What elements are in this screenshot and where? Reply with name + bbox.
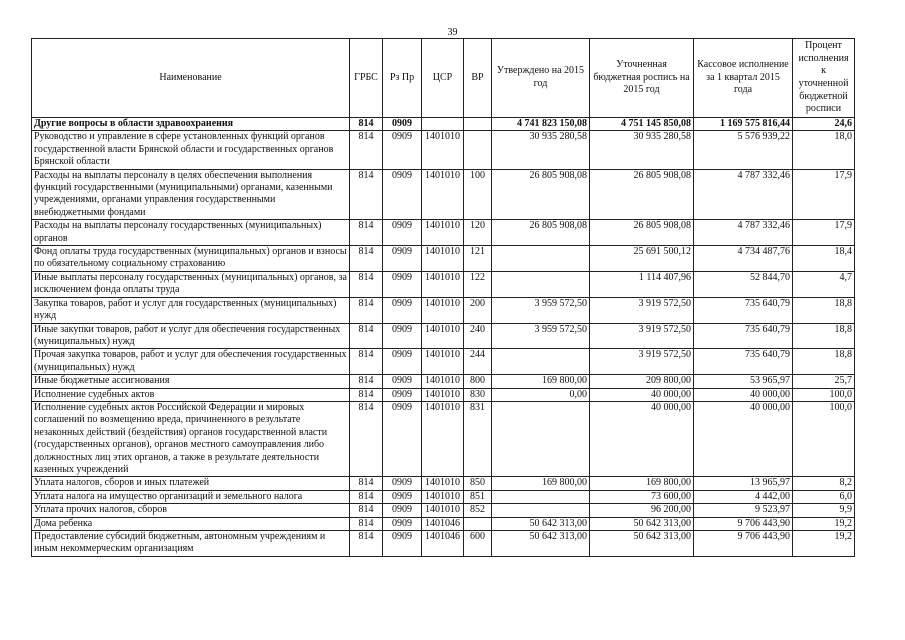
cell-percent: 18,8: [793, 349, 855, 375]
cell-percent: 18,4: [793, 246, 855, 272]
cell-revised: 26 805 908,08: [590, 220, 694, 246]
cell-vr: 100: [464, 169, 492, 220]
cell-percent: 100,0: [793, 388, 855, 401]
cell-revised: 40 000,00: [590, 401, 694, 476]
cell-rzpr: 0909: [383, 169, 422, 220]
cell-rzpr: 0909: [383, 504, 422, 517]
cell-revised: 3 919 572,50: [590, 297, 694, 323]
cell-cash: 53 965,97: [694, 375, 793, 388]
cell-cash: 13 965,97: [694, 477, 793, 490]
table-row: [32, 490, 855, 503]
cell-approved: 30 935 280,58: [492, 131, 590, 169]
cell-grbs: 814: [350, 401, 383, 476]
header-csr: ЦСР: [422, 39, 464, 118]
cell-revised: 3 919 572,50: [590, 349, 694, 375]
cell-grbs: 814: [350, 349, 383, 375]
header-rzpr: Рз Пр: [383, 39, 422, 118]
cell-revised: 26 805 908,08: [590, 169, 694, 220]
cell-grbs: 814: [350, 517, 383, 530]
table-row: [32, 375, 855, 388]
cell-name: Исполнение судебных актов: [32, 388, 350, 401]
cell-cash: 735 640,79: [694, 349, 793, 375]
cell-csr: 1401046: [422, 531, 464, 557]
cell-rzpr: 0909: [383, 118, 422, 131]
cell-grbs: 814: [350, 131, 383, 169]
cell-name: Исполнение судебных актов Российской Федерации и мировых соглашений по возмещению вреда, причиненного в результате незаконных действий (бездействия) органов государственной власти (государственных органов), органов местного самоуправления либо должностных лиц этих органов, а также в результате деятельности казенных учреждений: [32, 401, 350, 476]
cell-revised: 30 935 280,58: [590, 131, 694, 169]
cell-rzpr: 0909: [383, 375, 422, 388]
cell-cash: 9 706 443,90: [694, 517, 793, 530]
cell-name: Прочая закупка товаров, работ и услуг для обеспечения государственных (муниципальных) нужд: [32, 349, 350, 375]
cell-revised: 3 919 572,50: [590, 323, 694, 349]
cell-rzpr: 0909: [383, 531, 422, 557]
cell-approved: [492, 490, 590, 503]
table-row: [32, 531, 855, 557]
cell-approved: 26 805 908,08: [492, 220, 590, 246]
cell-csr: 1401010: [422, 131, 464, 169]
cell-vr: 200: [464, 297, 492, 323]
cell-rzpr: 0909: [383, 297, 422, 323]
cell-percent: 18,8: [793, 297, 855, 323]
cell-name: Уплата прочих налогов, сборов: [32, 504, 350, 517]
cell-csr: 1401010: [422, 169, 464, 220]
budget-table: [31, 38, 855, 557]
cell-revised: 209 800,00: [590, 375, 694, 388]
header-cash: Кассовое исполнение за 1 квартал 2015 года: [694, 39, 793, 118]
cell-rzpr: 0909: [383, 246, 422, 272]
table-row: [32, 401, 855, 476]
table-header-row: [32, 39, 855, 118]
table-row: [32, 477, 855, 490]
cell-name: Иные выплаты персоналу государственных (муниципальных) органов, за исключением фонда оплаты труда: [32, 271, 350, 297]
cell-approved: [492, 504, 590, 517]
cell-csr: 1401010: [422, 401, 464, 476]
cell-csr: 1401010: [422, 297, 464, 323]
cell-cash: 1 169 575 816,44: [694, 118, 793, 131]
cell-name: Фонд оплаты труда государственных (муниципальных) органов и взносы по обязательному социальному страхованию: [32, 246, 350, 272]
cell-vr: [464, 118, 492, 131]
cell-rzpr: 0909: [383, 271, 422, 297]
cell-cash: 9 706 443,90: [694, 531, 793, 557]
cell-cash: 735 640,79: [694, 297, 793, 323]
cell-approved: 50 642 313,00: [492, 517, 590, 530]
table-row: [32, 504, 855, 517]
cell-revised: 169 800,00: [590, 477, 694, 490]
cell-rzpr: 0909: [383, 323, 422, 349]
table-row: [32, 297, 855, 323]
cell-grbs: 814: [350, 477, 383, 490]
cell-cash: 4 787 332,46: [694, 169, 793, 220]
cell-cash: 5 576 939,22: [694, 131, 793, 169]
cell-name: Руководство и управление в сфере установленных функций органов государственной власти Брянской области и государственных органов Брянской области: [32, 131, 350, 169]
cell-grbs: 814: [350, 490, 383, 503]
cell-vr: 240: [464, 323, 492, 349]
cell-name: Уплата налога на имущество организаций и земельного налога: [32, 490, 350, 503]
cell-revised: 50 642 313,00: [590, 531, 694, 557]
cell-name: Другие вопросы в области здравоохранения: [32, 118, 350, 131]
cell-revised: 4 751 145 850,08: [590, 118, 694, 131]
cell-vr: 852: [464, 504, 492, 517]
header-vr: ВР: [464, 39, 492, 118]
cell-grbs: 814: [350, 504, 383, 517]
cell-revised: 25 691 500,12: [590, 246, 694, 272]
table-body: [32, 118, 855, 557]
header-grbs: ГРБС: [350, 39, 383, 118]
cell-approved: 169 800,00: [492, 375, 590, 388]
cell-rzpr: 0909: [383, 477, 422, 490]
cell-percent: 25,7: [793, 375, 855, 388]
cell-approved: [492, 349, 590, 375]
cell-percent: 24,6: [793, 118, 855, 131]
cell-rzpr: 0909: [383, 349, 422, 375]
cell-grbs: 814: [350, 375, 383, 388]
cell-csr: 1401010: [422, 388, 464, 401]
cell-csr: 1401010: [422, 477, 464, 490]
cell-name: Закупка товаров, работ и услуг для государственных (муниципальных) нужд: [32, 297, 350, 323]
cell-percent: 19,2: [793, 531, 855, 557]
cell-rzpr: 0909: [383, 517, 422, 530]
cell-percent: 8,2: [793, 477, 855, 490]
cell-percent: 4,7: [793, 271, 855, 297]
cell-rzpr: 0909: [383, 401, 422, 476]
cell-percent: 17,9: [793, 169, 855, 220]
cell-vr: [464, 131, 492, 169]
table-row: [32, 517, 855, 530]
header-revised: Уточненная бюджетная роспись на 2015 год: [590, 39, 694, 118]
cell-cash: 735 640,79: [694, 323, 793, 349]
table-row: [32, 388, 855, 401]
page-number: 39: [447, 27, 458, 38]
cell-approved: 4 741 823 150,08: [492, 118, 590, 131]
cell-approved: 26 805 908,08: [492, 169, 590, 220]
header-approved: Утверждено на 2015 год: [492, 39, 590, 118]
cell-name: Расходы на выплаты персоналу государственных (муниципальных) органов: [32, 220, 350, 246]
cell-csr: 1401010: [422, 323, 464, 349]
cell-revised: 50 642 313,00: [590, 517, 694, 530]
cell-grbs: 814: [350, 246, 383, 272]
cell-revised: 1 114 407,96: [590, 271, 694, 297]
cell-approved: 50 642 313,00: [492, 531, 590, 557]
cell-revised: 40 000,00: [590, 388, 694, 401]
header-percent: Процент исполнения к уточненной бюджетной росписи: [793, 39, 855, 118]
cell-grbs: 814: [350, 323, 383, 349]
cell-vr: 850: [464, 477, 492, 490]
cell-vr: 830: [464, 388, 492, 401]
cell-csr: 1401010: [422, 220, 464, 246]
table-row: [32, 118, 855, 131]
table-row: [32, 131, 855, 169]
cell-vr: 800: [464, 375, 492, 388]
cell-approved: [492, 246, 590, 272]
table-row: [32, 349, 855, 375]
cell-grbs: 814: [350, 169, 383, 220]
cell-percent: 18,8: [793, 323, 855, 349]
cell-cash: 52 844,70: [694, 271, 793, 297]
cell-vr: 122: [464, 271, 492, 297]
cell-approved: [492, 271, 590, 297]
cell-csr: 1401010: [422, 504, 464, 517]
cell-csr: 1401010: [422, 271, 464, 297]
table-row: [32, 271, 855, 297]
cell-vr: 121: [464, 246, 492, 272]
cell-vr: 244: [464, 349, 492, 375]
cell-grbs: 814: [350, 388, 383, 401]
cell-grbs: 814: [350, 297, 383, 323]
cell-cash: 9 523,97: [694, 504, 793, 517]
cell-percent: 6,0: [793, 490, 855, 503]
cell-cash: 4 734 487,76: [694, 246, 793, 272]
cell-approved: 3 959 572,50: [492, 323, 590, 349]
cell-percent: 18,0: [793, 131, 855, 169]
cell-name: Иные бюджетные ассигнования: [32, 375, 350, 388]
cell-percent: 19,2: [793, 517, 855, 530]
cell-percent: 9,9: [793, 504, 855, 517]
cell-csr: 1401010: [422, 375, 464, 388]
cell-csr: 1401010: [422, 246, 464, 272]
cell-cash: 4 442,00: [694, 490, 793, 503]
cell-cash: 40 000,00: [694, 401, 793, 476]
cell-percent: 17,9: [793, 220, 855, 246]
cell-name: Иные закупки товаров, работ и услуг для обеспечения государственных (муниципальных) нужд: [32, 323, 350, 349]
cell-grbs: 814: [350, 531, 383, 557]
cell-rzpr: 0909: [383, 220, 422, 246]
table-row: [32, 246, 855, 272]
cell-percent: 100,0: [793, 401, 855, 476]
cell-vr: 831: [464, 401, 492, 476]
cell-grbs: 814: [350, 118, 383, 131]
cell-csr: [422, 118, 464, 131]
cell-vr: [464, 517, 492, 530]
cell-vr: 120: [464, 220, 492, 246]
cell-name: Предоставление субсидий бюджетным, автономным учреждениям и иным некоммерческим организациям: [32, 531, 350, 557]
cell-name: Расходы на выплаты персоналу в целях обеспечения выполнения функций государственными (муниципальными) органами, казенными учреждениями, органами управления государственными внебюджетными фондами: [32, 169, 350, 220]
table-row: [32, 220, 855, 246]
cell-csr: 1401010: [422, 490, 464, 503]
cell-csr: 1401046: [422, 517, 464, 530]
cell-revised: 96 200,00: [590, 504, 694, 517]
table-row: [32, 323, 855, 349]
cell-approved: 0,00: [492, 388, 590, 401]
cell-rzpr: 0909: [383, 490, 422, 503]
cell-vr: 600: [464, 531, 492, 557]
header-name: Наименование: [32, 39, 350, 118]
cell-rzpr: 0909: [383, 131, 422, 169]
cell-approved: 169 800,00: [492, 477, 590, 490]
table-row: [32, 169, 855, 220]
cell-cash: 40 000,00: [694, 388, 793, 401]
cell-csr: 1401010: [422, 349, 464, 375]
cell-grbs: 814: [350, 271, 383, 297]
cell-name: Дома ребенка: [32, 517, 350, 530]
cell-grbs: 814: [350, 220, 383, 246]
cell-rzpr: 0909: [383, 388, 422, 401]
cell-approved: 3 959 572,50: [492, 297, 590, 323]
cell-name: Уплата налогов, сборов и иных платежей: [32, 477, 350, 490]
cell-cash: 4 787 332,46: [694, 220, 793, 246]
cell-vr: 851: [464, 490, 492, 503]
cell-approved: [492, 401, 590, 476]
cell-revised: 73 600,00: [590, 490, 694, 503]
